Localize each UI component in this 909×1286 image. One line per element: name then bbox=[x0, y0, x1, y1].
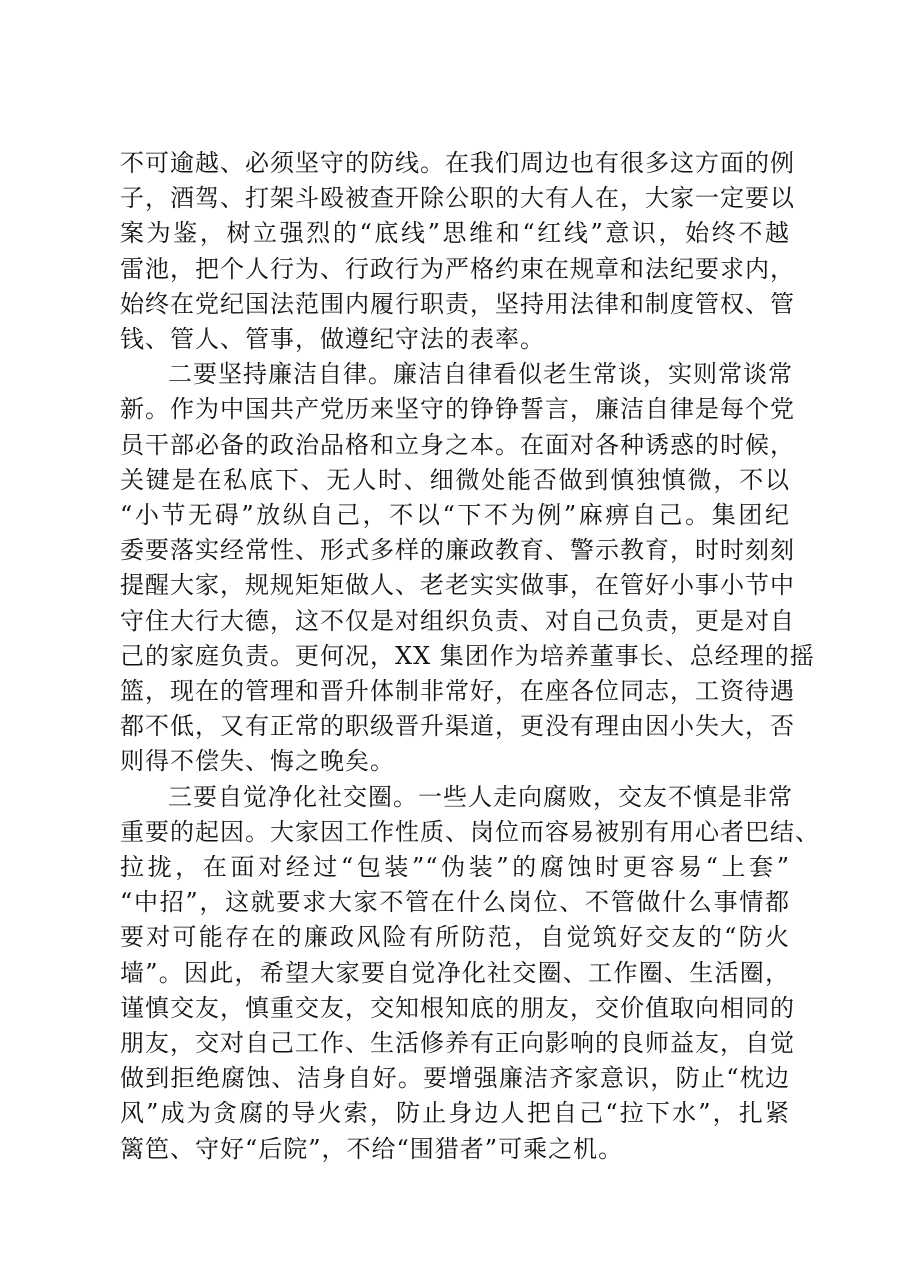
text-line: 雷池，把个人行为、行政行为严格约束在规章和法纪要求内， bbox=[120, 254, 795, 283]
text-line: 己的家庭负责。更何况，XX 集团作为培养董事长、总经理的摇 bbox=[120, 641, 815, 670]
text-line: 墙”。因此，希望大家要自觉净化社交圈、工作圈、生活圈， bbox=[120, 958, 790, 987]
text-line: “小节无碍”放纵自己，不以“下不为例”麻痹自己。集团纪 bbox=[120, 501, 790, 530]
text-line: 要对可能存在的廉政风险有所防范，自觉筑好交友的“防火 bbox=[120, 923, 790, 952]
text-line: 不可逾越、必须坚守的防线。在我们周边也有很多这方面的例 bbox=[120, 149, 795, 177]
text-line: 风”成为贪腐的导火索，防止身边人把自己“拉下水”，扎紧 bbox=[120, 1099, 790, 1128]
text-line: 谨慎交友，慎重交友，交知根知底的朋友，交价值取向相同的 bbox=[120, 993, 795, 1022]
text-line: 始终在党纪国法范围内履行职责，坚持用法律和制度管权、管 bbox=[120, 289, 795, 318]
paragraph-integrity bbox=[120, 357, 815, 779]
paragraph-social-circle bbox=[120, 780, 820, 1167]
text-line: 子，酒驾、打架斗殴被查开除公职的大有人在，大家一定要以 bbox=[120, 184, 795, 213]
text-line: 员干部必备的政治品格和立身之本。在面对各种诱惑的时候， bbox=[120, 430, 795, 459]
text-line: 提醒大家，规规矩矩做人、老老实实做事，在管好小事小节中 bbox=[120, 571, 795, 600]
text-line: 守住大行大德，这不仅是对组织负责、对自己负责，更是对自 bbox=[120, 606, 795, 635]
paragraph-continuation bbox=[120, 146, 795, 357]
text-line: 委要落实经常性、形式多样的廉政教育、警示教育，时时刻刻 bbox=[120, 536, 795, 565]
text-line: 重要的起因。大家因工作性质、岗位而容易被别有用心者巴结、 bbox=[120, 817, 820, 846]
text-line: 朋友，交对自己工作、生活修养有正向影响的良师益友，自觉 bbox=[120, 1029, 795, 1058]
text-line: 都不低，又有正常的职级晋升渠道，更没有理由因小失大，否 bbox=[120, 712, 795, 741]
text-line: 篮，现在的管理和晋升体制非常好，在座各位同志，工资待遇 bbox=[120, 677, 795, 706]
text-line: 篱笆、守好“后院”，不给“围猎者”可乘之机。 bbox=[120, 1134, 624, 1163]
text-line: 二要坚持廉洁自律。廉洁自律看似老生常谈，实则常谈常 bbox=[168, 360, 793, 389]
text-line: 做到拒绝腐蚀、洁身自好。要增强廉洁齐家意识，防止“枕边 bbox=[120, 1064, 790, 1093]
text-line: 新。作为中国共产党历来坚守的铮铮誓言，廉洁自律是每个党 bbox=[120, 395, 795, 424]
text-line: 则得不偿失、悔之晚矣。 bbox=[120, 747, 395, 776]
text-line: 案为鉴，树立强烈的“底线”思维和“红线”意识，始终不越 bbox=[120, 219, 790, 248]
text-line: 钱、管人、管事，做遵纪守法的表率。 bbox=[120, 325, 545, 354]
document-body bbox=[120, 146, 820, 1167]
text-line: “中招”，这就要求大家不管在什么岗位、不管做什么事情都 bbox=[120, 888, 790, 917]
text-line: 关键是在私底下、无人时、细微处能否做到慎独慎微，不以 bbox=[120, 465, 790, 494]
text-line: 拉拢，在面对经过“包装”“伪装”的腐蚀时更容易“上套” bbox=[120, 853, 790, 882]
text-line: 三要自觉净化社交圈。一些人走向腐败，交友不慎是非常 bbox=[168, 782, 793, 811]
